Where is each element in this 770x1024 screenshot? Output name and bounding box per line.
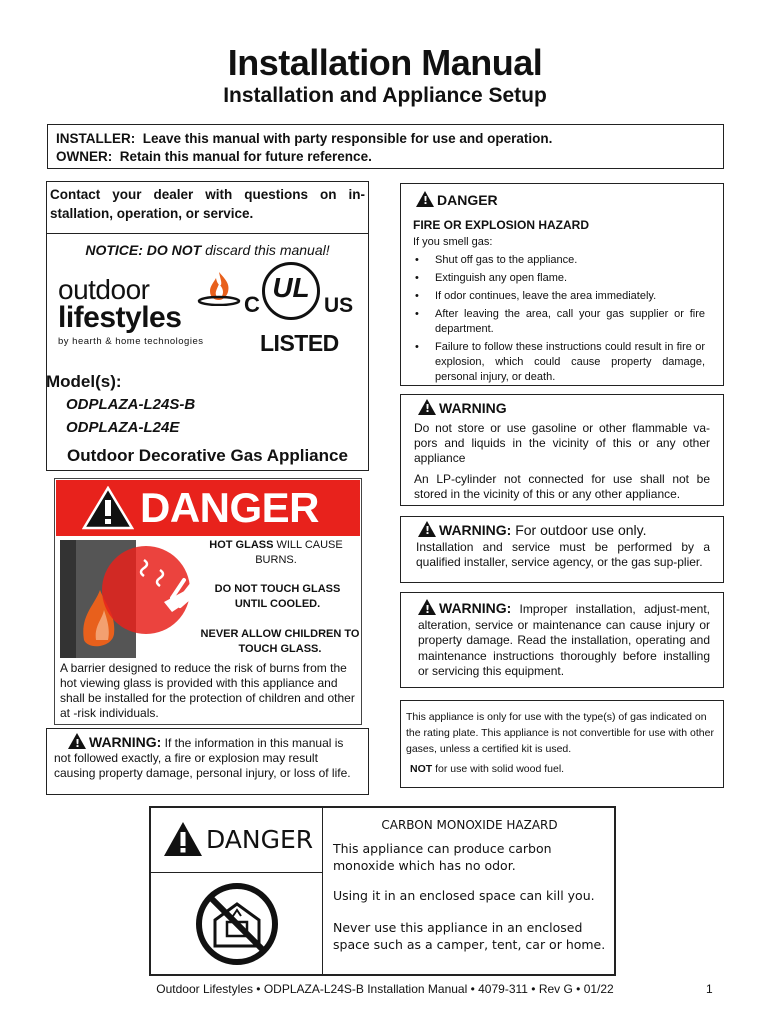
warning-heading: !WARNING bbox=[418, 399, 507, 416]
notice-discard bbox=[46, 242, 369, 258]
installer-owner-notice bbox=[47, 124, 724, 169]
danger-heading: !DANGER bbox=[416, 191, 498, 208]
hot-glass-burn-icon bbox=[60, 540, 198, 658]
product-name: Outdoor Decorative Gas Appliance bbox=[67, 446, 348, 465]
co-line1: This appliance can produce carbon monoxide which has no odor. bbox=[333, 841, 552, 873]
warning-triangle-icon bbox=[418, 399, 436, 415]
models-label: Model(s): bbox=[46, 372, 122, 391]
ul-listed-mark: UL C US LISTED bbox=[240, 262, 355, 362]
list-item: • Shut off gas to the appliance. bbox=[413, 253, 705, 268]
fire-explosion-heading: FIRE OR EXPLOSION HAZARD bbox=[413, 218, 590, 232]
warning-triangle-icon bbox=[162, 820, 204, 858]
divider bbox=[149, 872, 323, 874]
never-allow-children: NEVER ALLOW CHILDREN TO TOUCH GLASS. bbox=[200, 628, 360, 655]
page-subtitle: Installation and Appliance Setup bbox=[223, 84, 547, 107]
gas-instructions-list bbox=[413, 253, 705, 388]
list-item: • After leaving the area, call your gas supplier or fire department. bbox=[413, 307, 705, 337]
page-title: Installation Manual bbox=[227, 42, 543, 83]
model-item: ODPLAZA-L24S-B bbox=[66, 396, 196, 413]
improper-installation-text: !WARNING: Improper installation, adjust-ment, alteration, service or maintenance can cause injury or property damage. Read the installation, operating and maintenance instructions thoroughly before installing or servicing this equipment. bbox=[418, 599, 710, 680]
co-danger-banner: DANGER bbox=[206, 825, 314, 854]
flame-icon bbox=[196, 270, 242, 306]
footer-text: Outdoor Lifestyles • ODPLAZA-L24S-B Installation Manual • 4079-311 • Rev G • 01/22 bbox=[156, 982, 614, 996]
list-item: • If odor continues, leave the area immediately. bbox=[413, 289, 705, 304]
co-hazard-heading: CARBON MONOXIDE HAZARD bbox=[381, 818, 558, 832]
warning-manual-text: !WARNING: If the information in this manual is not followed exactly, a fire or explosion may result causing property damage, personal injury, or loss of life. bbox=[54, 733, 358, 781]
outdoor-warning-heading: !WARNING: For outdoor use only. bbox=[418, 521, 646, 538]
contact-dealer-text: Contact your dealer with questions on in-stallation, operation, or service. bbox=[50, 187, 365, 221]
co-line3: Never use this appliance in an enclosed space such as a camper, tent, car or home. bbox=[333, 920, 606, 952]
danger-banner bbox=[56, 480, 360, 536]
no-enclosed-space-icon bbox=[193, 880, 281, 968]
outdoor-warning-text: Installation and service must be performed by a qualified installer, service agency, or the gas sup-plier. bbox=[416, 540, 710, 569]
warning-triangle-icon bbox=[418, 599, 436, 615]
hot-glass-line1: HOT GLASS WILL CAUSE BURNS. bbox=[209, 539, 343, 566]
notice-bold: NOTICE: DO NOT bbox=[85, 242, 202, 258]
installer-text: Leave this manual with party responsible for use and operation. bbox=[142, 131, 553, 146]
installer-label: INSTALLER: bbox=[56, 131, 136, 146]
danger-banner-text: DANGER bbox=[140, 484, 320, 531]
outdoor-lifestyles-logo: outdoor lifestyles by hearth & home technologies bbox=[58, 276, 238, 348]
do-not-touch-glass: DO NOT TOUCH GLASS UNTIL COOLED. bbox=[214, 583, 341, 610]
gas-type-text: This appliance is only for use with the type(s) of gas indicated on the rating plate. This appliance is not convertible for use with other gases, unless a certified kit is used. bbox=[406, 711, 714, 755]
solid-fuel-note: NOT for use with solid wood fuel. bbox=[410, 763, 565, 775]
warning-triangle-icon bbox=[68, 733, 86, 749]
page-number: 1 bbox=[706, 982, 713, 996]
warning-triangle-icon bbox=[82, 486, 134, 530]
warning-triangle-icon bbox=[418, 521, 436, 537]
divider bbox=[46, 233, 369, 234]
owner-label: OWNER: bbox=[56, 149, 113, 164]
notice-rest: discard this manual! bbox=[201, 242, 330, 258]
vapors-paragraph: Do not store or use gasoline or other flammable va-pors and liquids in the vicinity of this or any other appliance bbox=[414, 421, 710, 465]
list-item: • Failure to follow these instructions could result in fire or explosion, which could cause property damage, personal injury, or death. bbox=[413, 340, 705, 385]
model-item: ODPLAZA-L24E bbox=[66, 419, 180, 436]
list-item: • Extinguish any open flame. bbox=[413, 271, 705, 286]
lp-cylinder-paragraph: An LP-cylinder not connected for use shall not be stored in the vicinity of this or any other appliance. bbox=[414, 472, 710, 501]
co-line2: Using it in an enclosed space can kill you. bbox=[333, 888, 595, 903]
owner-text: Retain this manual for future reference. bbox=[119, 149, 372, 164]
smell-gas-intro: If you smell gas: bbox=[413, 236, 493, 248]
warning-triangle-icon bbox=[416, 191, 434, 207]
barrier-text: A barrier designed to reduce the risk of burns from the hot viewing glass is provided with this appliance and shall be installed for the protection of children and other at -risk individuals. bbox=[60, 661, 355, 720]
